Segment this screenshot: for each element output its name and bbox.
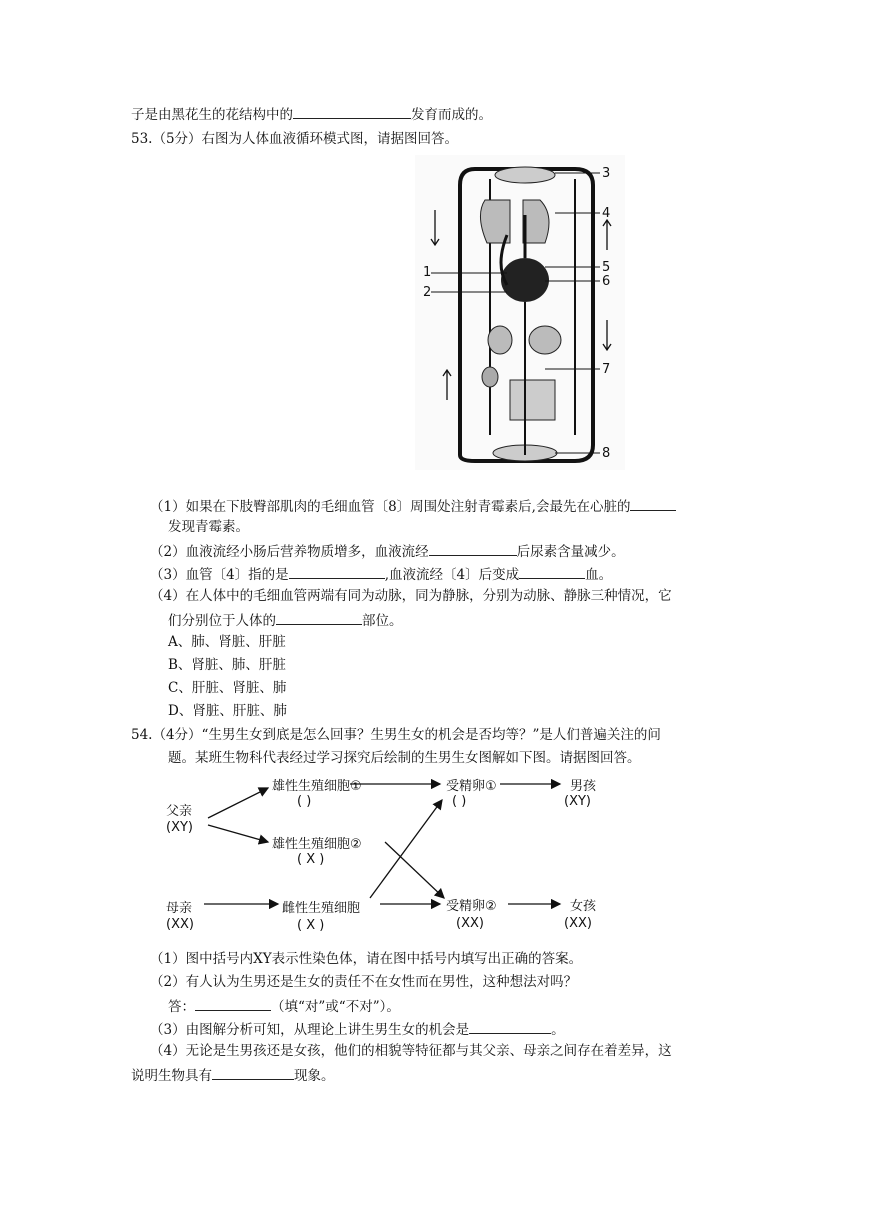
boy-chromosomes: (XY) [564, 794, 591, 809]
heart [501, 258, 549, 302]
q53-sub2-text: （2）血液流经小肠后营养物质增多，血液流经 [150, 544, 429, 560]
q53-sub4-line1: （4）在人体中的毛细血管两端有同为动脉，同为静脉，分别为动脉、静脉三种情况，它 [150, 588, 672, 604]
q53-option-d[interactable]: D、肾脏、肝脏、肺 [168, 703, 287, 719]
q53-sub1-line1 [150, 496, 676, 516]
zygote-1-chromosomes[interactable]: ( ) [452, 794, 467, 809]
top-line-text: 子是由黑花生的花结构中的 [131, 107, 293, 123]
father-label: 父亲 [166, 804, 193, 819]
q54-sub2-answer-suffix: （填“对”或“不对”）。 [271, 999, 400, 1015]
q53-sub4-text: 们分别位于人体的 [168, 613, 276, 629]
answer-blank[interactable] [429, 541, 517, 556]
male-cell-1: 雄性生殖细胞① [272, 779, 362, 794]
q53-sub3-text: （3）血管〔4〕指的是 [150, 567, 289, 583]
zygote-1: 受精卵① [446, 779, 497, 794]
figure-label-5: 5 [602, 260, 611, 275]
male-cell-2: 雄性生殖细胞② [272, 837, 362, 852]
q53-sub4-text-end: 部位。 [362, 613, 403, 629]
q54-heading-line1: 54.（4分）“生男生女到底是怎么回事？生男生女的机会是否均等？”是人们普遍关注的问 [131, 727, 661, 743]
answer-blank[interactable] [519, 564, 585, 579]
female-cell-chromosomes: ( X ) [297, 918, 325, 933]
capillary-net-3 [495, 167, 555, 183]
q54-sub4-line2 [131, 1065, 335, 1085]
figure-label-7: 7 [602, 362, 611, 377]
answer-blank[interactable] [630, 496, 676, 511]
q53-sub4-line2 [168, 610, 403, 630]
answer-blank[interactable] [276, 610, 362, 625]
text-line-top [131, 104, 492, 124]
zygote-2: 受精卵② [446, 899, 497, 914]
q54-sub3-text-end: 。 [551, 1022, 565, 1038]
q54-sub1: （1）图中括号内XY表示性染色体，请在图中括号内填写出正确的答案。 [150, 951, 583, 967]
zygote-2-chromosomes: (XX) [456, 916, 484, 931]
q54-heading-line2: 题。某班生物科代表经过学习探究后绘制的生男生女图解如下图。请据图回答。 [168, 750, 641, 766]
figure-label-3: 3 [602, 166, 611, 181]
figure-label-1: 1 [423, 265, 432, 280]
q54-sub3 [150, 1019, 565, 1039]
girl-chromosomes: (XX) [564, 916, 592, 931]
q53-sub2-text-end: 后尿素含量减少。 [516, 544, 625, 560]
figure-label-6: 6 [602, 274, 611, 289]
mother-label: 母亲 [166, 901, 193, 916]
q54-sub4-text-end: 现象。 [294, 1068, 335, 1084]
q53-sub3-text-end: 血。 [585, 567, 613, 583]
q53-sub1-text: （1）如果在下肢臀部肌肉的毛细血管〔8〕周围处注射青霉素后,会最先在心脏的 [150, 499, 631, 515]
q53-sub2 [150, 541, 625, 561]
male-cell-2-chromosomes: ( X ) [297, 852, 325, 867]
question-53-heading: 53.（5分）右图为人体血液循环模式图，请据图回答。 [131, 131, 459, 147]
top-line-text-end: 发育而成的。 [411, 107, 492, 123]
q53-sub1-line2: 发现青霉素。 [168, 519, 249, 535]
q53-sub3-text-mid: ,血液流经〔4〕后变成 [384, 567, 520, 583]
q54-sub4-line1: （4）无论是生男孩还是女孩，他们的相貌等特征都与其父亲、母亲之间存在着差异，这 [150, 1043, 672, 1059]
blood-circulation-figure [415, 155, 625, 470]
q53-option-b[interactable]: B、肾脏、肺、肝脏 [168, 657, 286, 673]
female-cell: 雌性生殖细胞 [282, 901, 361, 916]
answer-blank[interactable] [293, 104, 411, 119]
male-cell-1-chromosomes[interactable]: ( ) [297, 794, 312, 809]
answer-blank[interactable] [289, 564, 385, 579]
figure-label-2: 2 [423, 285, 432, 300]
q53-option-a[interactable]: A、肺、肾脏、肝脏 [168, 634, 286, 650]
girl-label: 女孩 [570, 899, 597, 914]
father-chromosomes: (XY) [166, 820, 193, 835]
mother-chromosomes: (XX) [166, 917, 194, 932]
answer-blank[interactable] [195, 996, 271, 1011]
q53-sub3 [150, 564, 612, 584]
q54-sub2-answer [168, 996, 400, 1016]
q54-sub2: （2）有人认为生男还是生女的责任不在女性而在男性，这种想法对吗？ [150, 974, 578, 990]
q54-sub4-text: 说明生物具有 [131, 1068, 212, 1084]
q54-sub3-text: （3）由图解分析可知，从理论上讲生男生女的机会是 [150, 1022, 470, 1038]
q53-option-c[interactable]: C、肝脏、肾脏、肺 [168, 680, 287, 696]
figure-label-8: 8 [602, 446, 611, 461]
answer-blank[interactable] [212, 1065, 294, 1080]
figure-label-4: 4 [602, 206, 611, 221]
boy-label: 男孩 [570, 779, 597, 794]
q54-sub2-answer-prefix: 答： [168, 999, 195, 1015]
sex-determination-diagram [160, 770, 610, 940]
answer-blank[interactable] [469, 1019, 551, 1034]
